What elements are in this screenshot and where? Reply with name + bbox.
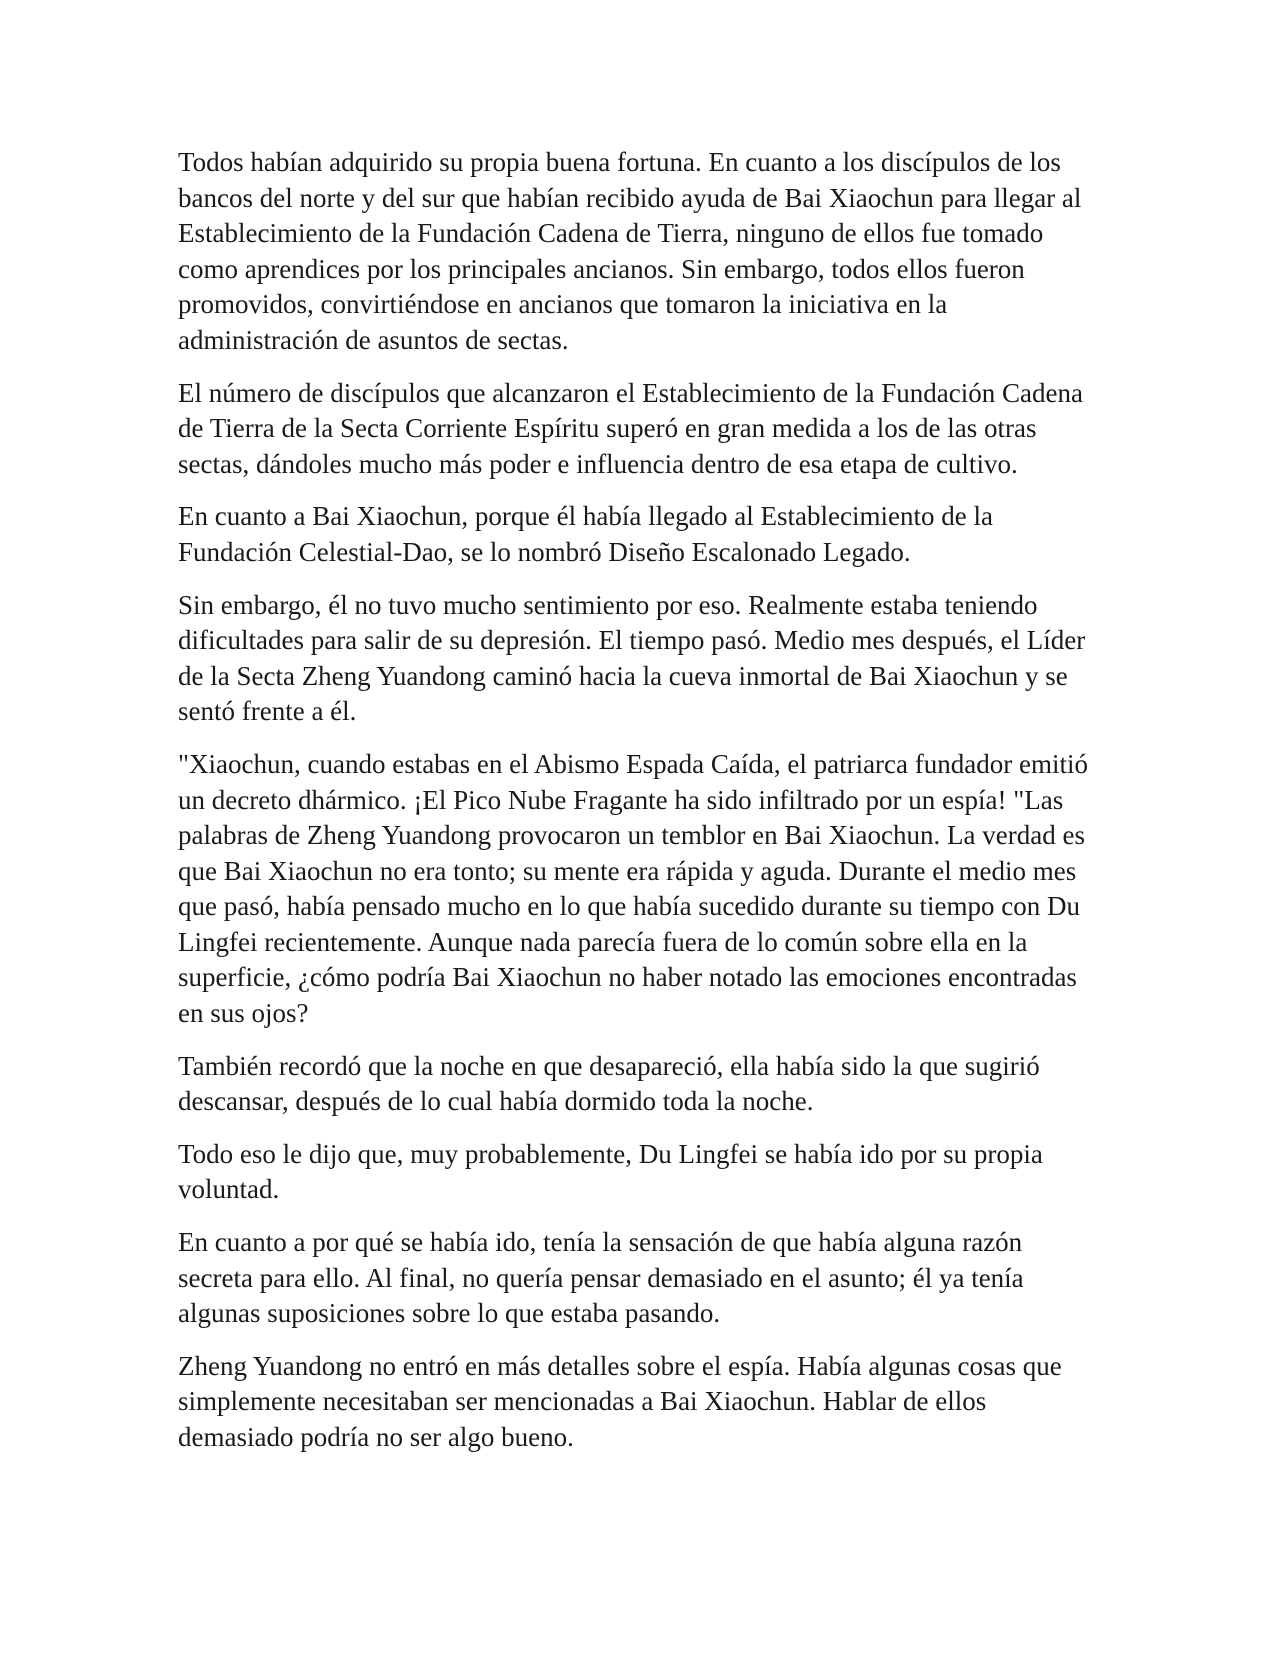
paragraph-5: "Xiaochun, cuando estabas en el Abismo Espada Caída, el patriarca fundador emitió un decreto dhármico. ¡El Pico Nube Fragante ha sido infiltrado por un espía! "Las palabras de Zheng Yuandong provocaron un temblor en Bai Xiaochun. La verdad es que Bai Xiaochun no era tonto; su mente era rápida y aguda. Durante el medio mes que pasó, había pensado mucho en lo que había sucedido durante su tiempo con Du Lingfei recientemente. Aunque nada parecía fuera de lo común sobre ella en la superficie, ¿cómo podría Bai Xiaochun no haber notado las emociones encontradas en sus ojos?: [178, 748, 1088, 1029]
paragraph-6: También recordó que la noche en que desapareció, ella había sido la que sugirió descansar, después de lo cual había dormido toda la noche.: [178, 1050, 1040, 1117]
paragraph-8: En cuanto a por qué se había ido, tenía la sensación de que había alguna razón secreta para ello. Al final, no quería pensar demasiado en el asunto; él ya tenía algunas suposiciones sobre lo que estaba pasando.: [178, 1227, 1024, 1329]
paragraph-7: Todo eso le dijo que, muy probablemente, Du Lingfei se había ido por su propia voluntad.: [178, 1138, 1043, 1205]
paragraph-3: En cuanto a Bai Xiaochun, porque él había llegado al Establecimiento de la Fundación Celestial-Dao, se lo nombró Diseño Escalonado Legado.: [178, 501, 993, 567]
paragraph-9: Zheng Yuandong no entró en más detalles sobre el espía. Había algunas cosas que simplemente necesitaban ser mencionadas a Bai Xiaochun. Hablar de ellos demasiado podría no ser algo bueno.: [178, 1350, 1062, 1452]
paragraph-1: Todos habían adquirido su propia buena fortuna. En cuanto a los discípulos de los bancos del norte y del sur que habían recibido ayuda de Bai Xiaochun para llegar al Establecimiento de la Fundación Cadena de Tierra, ninguno de ellos fue tomado como aprendices por los principales ancianos. Sin embargo, todos ellos fueron promovidos, convirtiéndose en ancianos que tomaron la iniciativa en la administración de asuntos de sectas.: [178, 147, 1082, 355]
paragraph-4: Sin embargo, él no tuvo mucho sentimiento por eso. Realmente estaba teniendo dificultades para salir de su depresión. El tiempo pasó. Medio mes después, el Líder de la Secta Zheng Yuandong caminó hacia la cueva inmortal de Bai Xiaochun y se sentó frente a él.: [178, 589, 1086, 727]
paragraph-2: El número de discípulos que alcanzaron el Establecimiento de la Fundación Cadena de Tierra de la Secta Corriente Espíritu superó en gran medida a los de las otras sectas, dándoles mucho más poder e influencia dentro de esa etapa de cultivo.: [178, 377, 1083, 479]
document-page: [178, 145, 1102, 1473]
